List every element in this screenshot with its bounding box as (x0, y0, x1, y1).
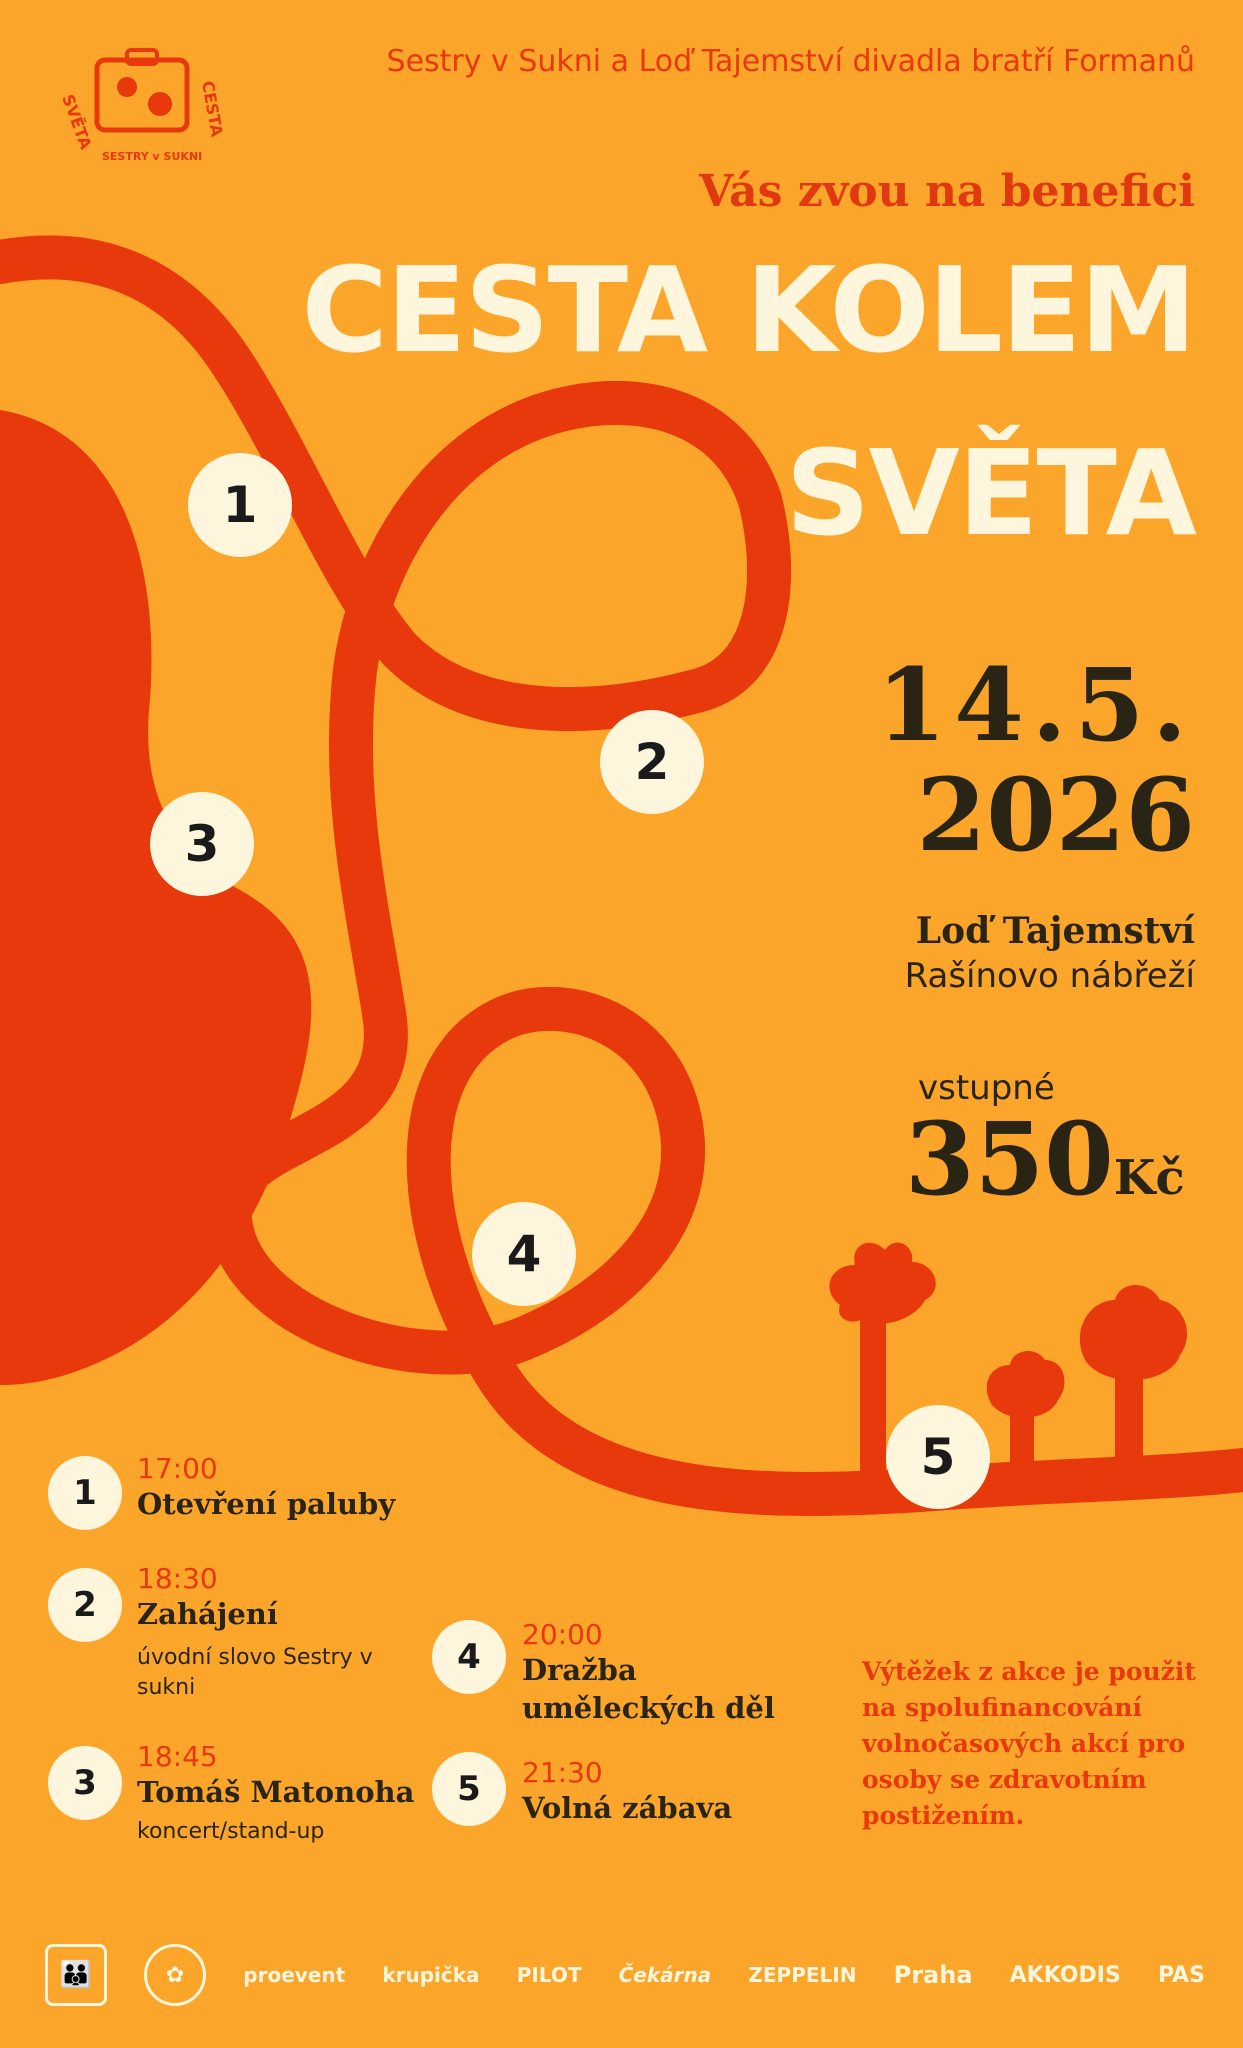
program-name: Volná zábava (522, 1791, 733, 1825)
sponsor-pas: PAS (1157, 1962, 1205, 1988)
program-num-5: 5 (432, 1752, 506, 1826)
date-year: 2026 (916, 756, 1195, 874)
program-time: 21:30 (522, 1756, 603, 1789)
svg-text:SVĚTA: SVĚTA (58, 91, 96, 152)
price-amount: 350 (905, 1100, 1114, 1218)
program-item-1 (137, 1452, 437, 1523)
entry-label: vstupné (918, 1068, 1055, 1108)
presenters-line: Sestry v Sukni a Loď Tajemství divadla bratří Formanů (386, 44, 1195, 79)
map-pin-1: 1 (188, 453, 292, 557)
map-pin-3: 3 (150, 792, 254, 896)
program-item-5 (522, 1756, 832, 1827)
sponsor-krupicka: krupička (382, 1963, 480, 1987)
map-pin-4: 4 (472, 1202, 576, 1306)
sponsor-bar (45, 1940, 1205, 2010)
program-item-3 (137, 1740, 437, 1847)
date-day-month: 14.5. (876, 646, 1195, 764)
price-currency: Kč (1113, 1150, 1185, 1206)
program-num-3: 3 (48, 1746, 122, 1820)
sestry-v-sukni-logo (42, 42, 232, 172)
program-time: 18:45 (137, 1740, 218, 1773)
program-item-4 (522, 1618, 832, 1727)
sponsor-zeppelin: ZEPPELIN (748, 1963, 857, 1987)
venue-address: Rašínovo nábřeží (904, 956, 1195, 996)
sponsor-akkodis: AKKODIS (1009, 1962, 1121, 1988)
venue-name: Loď Tajemství (915, 910, 1195, 952)
program-desc: koncert/stand-up (137, 1819, 325, 1844)
entry-price (905, 1100, 1185, 1218)
sponsor-proevent: proevent (243, 1963, 346, 1987)
trees (829, 1243, 1187, 1490)
sestry-seal-icon: ✿ (144, 1944, 206, 2006)
program-num-4: 4 (432, 1620, 506, 1694)
sponsor-pilot: PILOT (516, 1963, 582, 1987)
program-time: 17:00 (137, 1452, 218, 1485)
program-name: Otevření paluby (137, 1487, 396, 1521)
benefit-note: Výtěžek z akce je použit na spolufinancování volnočasových akcí pro osoby se zdravotním postižením. (862, 1657, 1196, 1830)
program-item-2 (137, 1562, 397, 1703)
program-name: Tomáš Matonoha (137, 1775, 415, 1809)
invite-line: Vás zvou na benefici (699, 166, 1195, 217)
svg-text:CESTA: CESTA (198, 79, 227, 139)
program-num-2: 2 (48, 1568, 122, 1642)
program-time: 20:00 (522, 1618, 603, 1651)
sponsor-cekarna: Čekárna (618, 1963, 712, 1987)
left-island-shape (0, 410, 311, 1385)
program-name: Dražba uměleckých děl (522, 1653, 775, 1725)
accessibility-family-icon: 👪 (45, 1944, 107, 2006)
map-pin-2: 2 (600, 710, 704, 814)
sponsor-praha: Praha (893, 1961, 973, 1989)
svg-text:SESTRY v SUKNI: SESTRY v SUKNI (102, 150, 203, 163)
title-line-2: SVĚTA (785, 424, 1195, 562)
program-time: 18:30 (137, 1562, 218, 1595)
program-desc: úvodní slovo Sestry v sukni (137, 1645, 373, 1700)
program-num-1: 1 (48, 1456, 122, 1530)
title-line-1: CESTA KOLEM (301, 241, 1195, 379)
map-pin-5: 5 (886, 1405, 990, 1509)
program-name: Zahájení (137, 1597, 278, 1631)
